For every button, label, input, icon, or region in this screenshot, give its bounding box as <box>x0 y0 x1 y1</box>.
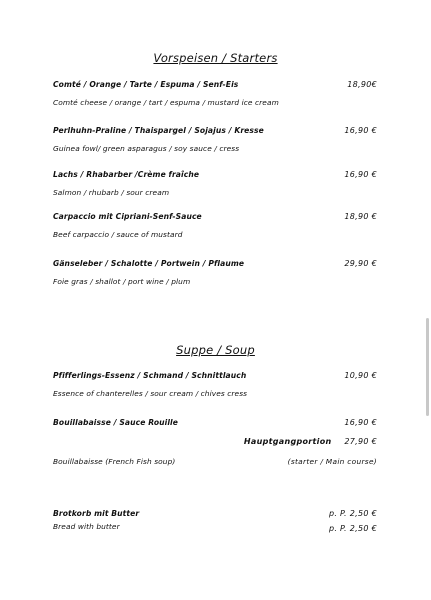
dish-item <box>53 418 378 427</box>
dish-name: Carpaccio mit Cipriani-Senf-Sauce <box>53 212 202 221</box>
soup-title: Suppe / Soup <box>176 343 255 357</box>
dish-price: 16,90 € <box>344 126 377 135</box>
bread-name: Brotkorb mit Butter <box>53 509 140 518</box>
main-course-note: (starter / Main course) <box>287 457 377 466</box>
dish-item <box>53 371 378 398</box>
dish-description: Foie gras / shallot / port wine / plum <box>53 277 191 286</box>
dish-description: Bouillabaisse (French Fish soup) <box>53 457 176 466</box>
dish-description: Comté cheese / orange / tart / espuma / mustard ice cream <box>53 98 279 107</box>
dish-price: 18,90€ <box>347 80 377 89</box>
dish-name: Comté / Orange / Tarte / Espuma / Senf-Eis <box>53 80 239 89</box>
dish-name: Perlhuhn-Praline / Thaispargel / Sojajus / Kresse <box>53 126 264 135</box>
main-course-price-line <box>244 437 377 446</box>
dish-name: Pfifferlings-Essenz / Schmand / Schnittlauch <box>53 371 247 380</box>
dish-item <box>53 170 378 197</box>
dish-price: 29,90 € <box>344 259 377 268</box>
dish-price: 18,90 € <box>344 212 377 221</box>
scrollbar[interactable] <box>426 318 429 416</box>
dish-item <box>53 80 378 107</box>
dish-price: 16,90 € <box>344 418 377 427</box>
dish-description: Essence of chanterelles / sour cream / chives cress <box>53 389 248 398</box>
dish-item <box>53 126 378 153</box>
dish-item <box>53 259 378 286</box>
bread-description: Bread with butter <box>53 522 120 531</box>
dish-description: Salmon / rhubarb / sour cream <box>53 188 170 197</box>
dish-price: 10,90 € <box>344 371 377 380</box>
bread-price-en: p. P. 2,50 € <box>328 524 377 533</box>
dish-name: Gänseleber / Schalotte / Portwein / Pflaume <box>53 259 245 268</box>
dish-price: 16,90 € <box>344 170 377 179</box>
dish-name: Lachs / Rhabarber /Crème fraîche <box>53 170 200 179</box>
main-course-label: Hauptgangportion <box>243 437 332 446</box>
dish-item <box>53 212 378 239</box>
dish-description: Beef carpaccio / sauce of mustard <box>53 230 183 239</box>
dish-name: Bouillabaisse / Sauce Rouille <box>53 418 179 427</box>
bread-price: p. P. 2,50 € <box>328 509 377 518</box>
dish-description: Guinea fowl/ green asparagus / soy sauce / cress <box>53 144 240 153</box>
starters-title: Vorspeisen / Starters <box>153 51 278 65</box>
main-course-price: 27,90 € <box>344 437 377 446</box>
